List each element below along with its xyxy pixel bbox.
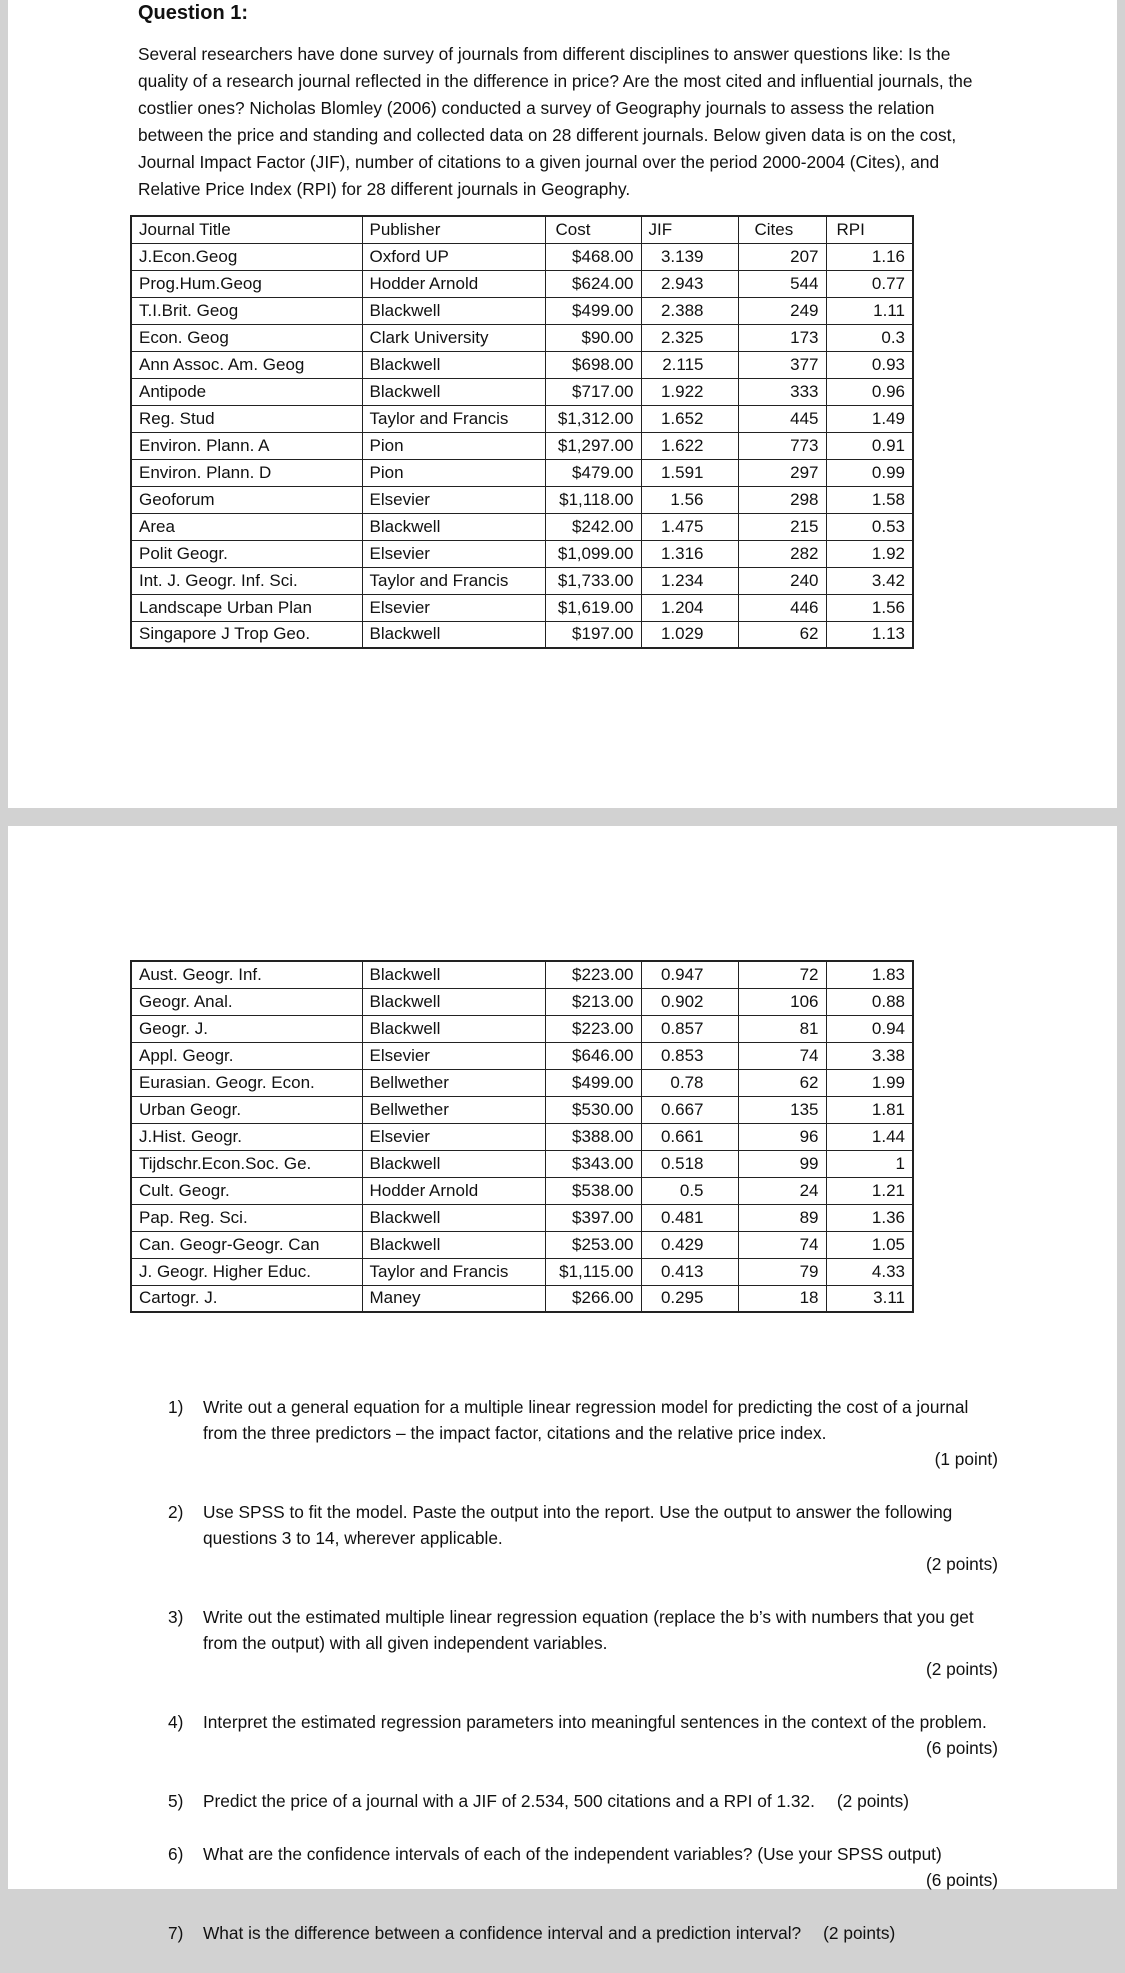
cites-cell: 249: [738, 297, 826, 324]
journal-title-cell: Environ. Plann. A: [131, 432, 362, 459]
jif-cell: 0.5: [641, 1177, 738, 1204]
question-item: [168, 1499, 998, 1577]
question-text: Predict the price of a journal with a JIF of 2.534, 500 citations and a RPI of 1.32.: [203, 1791, 815, 1811]
cost-cell: $698.00: [545, 351, 641, 378]
question-item: [168, 1920, 998, 1946]
cites-cell: 446: [738, 594, 826, 621]
table-row: [131, 621, 913, 648]
table-row: [131, 1204, 913, 1231]
rpi-cell: 3.38: [826, 1042, 913, 1069]
journal-title-cell: Geogr. J.: [131, 1015, 362, 1042]
jif-cell: 0.853: [641, 1042, 738, 1069]
cost-cell: $388.00: [545, 1123, 641, 1150]
table-row: [131, 1096, 913, 1123]
table-row: [131, 1150, 913, 1177]
question-points: (1 point): [934, 1449, 998, 1469]
rpi-cell: 0.96: [826, 378, 913, 405]
jif-cell: 0.481: [641, 1204, 738, 1231]
rpi-cell: 0.77: [826, 270, 913, 297]
publisher-cell: Elsevier: [362, 540, 545, 567]
table-row: [131, 1015, 913, 1042]
jif-cell: 0.518: [641, 1150, 738, 1177]
cites-cell: 81: [738, 1015, 826, 1042]
rpi-cell: 1.56: [826, 594, 913, 621]
cost-cell: $223.00: [545, 1015, 641, 1042]
table-row: [131, 961, 913, 988]
cites-cell: 62: [738, 621, 826, 648]
question-points: (2 points): [925, 1659, 998, 1679]
publisher-cell: Oxford UP: [362, 243, 545, 270]
publisher-cell: Elsevier: [362, 1042, 545, 1069]
publisher-cell: Pion: [362, 459, 545, 486]
jif-cell: 1.922: [641, 378, 738, 405]
jif-cell: 1.652: [641, 405, 738, 432]
publisher-cell: Hodder Arnold: [362, 270, 545, 297]
column-header: Cites: [738, 216, 826, 243]
publisher-cell: Blackwell: [362, 351, 545, 378]
cites-cell: 74: [738, 1231, 826, 1258]
journal-title-cell: Tijdschr.Econ.Soc. Ge.: [131, 1150, 362, 1177]
question-number: 6): [168, 1844, 184, 1864]
table-row: [131, 1042, 913, 1069]
intro-paragraph: Several researchers have done survey of journals from different disciplines to answer questions like: Is the quality of a research journal reflected in the difference in price? Are the most cited and influential journals, the costlier ones? Nicholas Blomley (2006) conducted a survey of Geography journals to assess the relation between the price and standing and collected data on 28 different journals. Below given data is on the cost, Journal Impact Factor (JIF), number of citations to a given journal over the period 2000-2004 (Cites), and Relative Price Index (RPI) for 28 different journals in Geography.: [138, 44, 973, 199]
question-text: What is the difference between a confidence interval and a prediction interval?: [203, 1923, 802, 1943]
journal-title-cell: Eurasian. Geogr. Econ.: [131, 1069, 362, 1096]
publisher-cell: Blackwell: [362, 378, 545, 405]
cost-cell: $717.00: [545, 378, 641, 405]
question-text: Write out a general equation for a multiple linear regression model for predicting the cost of a journal from the three predictors – the impact factor, citations and the relative price index.: [203, 1397, 969, 1443]
journal-title-cell: Can. Geogr-Geogr. Can: [131, 1231, 362, 1258]
jif-cell: 2.388: [641, 297, 738, 324]
cites-cell: 215: [738, 513, 826, 540]
question-item: [168, 1709, 998, 1761]
rpi-cell: 1.05: [826, 1231, 913, 1258]
table-row: [131, 297, 913, 324]
jif-cell: 1.234: [641, 567, 738, 594]
question-text: Write out the estimated multiple linear regression equation (replace the b’s with numbers that you get from the output) with all given independent variables.: [203, 1607, 974, 1653]
jif-cell: 0.667: [641, 1096, 738, 1123]
question-title: Question 1:: [138, 2, 249, 24]
publisher-cell: Clark University: [362, 324, 545, 351]
table-row: [131, 243, 913, 270]
question-number: 5): [168, 1791, 184, 1811]
cost-cell: $538.00: [545, 1177, 641, 1204]
rpi-cell: 1.16: [826, 243, 913, 270]
cost-cell: $242.00: [545, 513, 641, 540]
rpi-cell: 1: [826, 1150, 913, 1177]
question-text: Use SPSS to fit the model. Paste the output into the report. Use the output to answer the following questions 3 to 14, wherever applicable.: [203, 1502, 953, 1548]
question-points: (2 points): [925, 1554, 998, 1574]
table-row: [131, 513, 913, 540]
journal-title-cell: Cartogr. J.: [131, 1285, 362, 1312]
rpi-cell: 0.88: [826, 988, 913, 1015]
table-row: [131, 324, 913, 351]
question-text: Interpret the estimated regression parameters into meaningful sentences in the context of the problem.: [203, 1712, 987, 1732]
column-header: JIF: [641, 216, 738, 243]
cost-cell: $213.00: [545, 988, 641, 1015]
publisher-cell: Blackwell: [362, 513, 545, 540]
cost-cell: $1,312.00: [545, 405, 641, 432]
journal-title-cell: J. Geogr. Higher Educ.: [131, 1258, 362, 1285]
publisher-cell: Hodder Arnold: [362, 1177, 545, 1204]
rpi-cell: 3.42: [826, 567, 913, 594]
cost-cell: $468.00: [545, 243, 641, 270]
jif-cell: 0.947: [641, 961, 738, 988]
column-header: Cost: [545, 216, 641, 243]
cites-cell: 74: [738, 1042, 826, 1069]
question-points: (2 points): [836, 1791, 909, 1811]
jif-cell: 0.857: [641, 1015, 738, 1042]
cost-cell: $530.00: [545, 1096, 641, 1123]
question-item: [168, 1394, 998, 1472]
rpi-cell: 1.21: [826, 1177, 913, 1204]
question-text: What are the confidence intervals of each of the independent variables? (Use your SPSS output): [203, 1844, 942, 1864]
publisher-cell: Blackwell: [362, 1204, 545, 1231]
question-list: [168, 1394, 998, 1973]
publisher-cell: Blackwell: [362, 961, 545, 988]
cites-cell: 377: [738, 351, 826, 378]
question-item: [168, 1841, 998, 1893]
cites-cell: 135: [738, 1096, 826, 1123]
rpi-cell: 1.13: [826, 621, 913, 648]
question-number: 1): [168, 1397, 184, 1417]
table-row: [131, 351, 913, 378]
cites-cell: 24: [738, 1177, 826, 1204]
table-row: [131, 270, 913, 297]
rpi-cell: 0.93: [826, 351, 913, 378]
cites-cell: 445: [738, 405, 826, 432]
rpi-cell: 1.11: [826, 297, 913, 324]
cost-cell: $1,619.00: [545, 594, 641, 621]
rpi-cell: 0.94: [826, 1015, 913, 1042]
jif-cell: 1.622: [641, 432, 738, 459]
cost-cell: $1,099.00: [545, 540, 641, 567]
jif-cell: 0.413: [641, 1258, 738, 1285]
table-row: [131, 988, 913, 1015]
rpi-cell: 3.11: [826, 1285, 913, 1312]
cites-cell: 297: [738, 459, 826, 486]
publisher-cell: Elsevier: [362, 486, 545, 513]
table-row: [131, 486, 913, 513]
publisher-cell: Elsevier: [362, 1123, 545, 1150]
journal-title-cell: J.Econ.Geog: [131, 243, 362, 270]
cites-cell: 96: [738, 1123, 826, 1150]
jif-cell: 1.475: [641, 513, 738, 540]
rpi-cell: 1.92: [826, 540, 913, 567]
journal-title-cell: Cult. Geogr.: [131, 1177, 362, 1204]
journal-title-cell: Pap. Reg. Sci.: [131, 1204, 362, 1231]
question-item: [168, 1788, 998, 1814]
journal-title-cell: Int. J. Geogr. Inf. Sci.: [131, 567, 362, 594]
jif-cell: 0.295: [641, 1285, 738, 1312]
cites-cell: 79: [738, 1258, 826, 1285]
publisher-cell: Blackwell: [362, 621, 545, 648]
cites-cell: 62: [738, 1069, 826, 1096]
column-header: Journal Title: [131, 216, 362, 243]
publisher-cell: Blackwell: [362, 297, 545, 324]
journal-title-cell: Singapore J Trop Geo.: [131, 621, 362, 648]
table-header-row: [131, 216, 913, 243]
jif-cell: 1.56: [641, 486, 738, 513]
cost-cell: $646.00: [545, 1042, 641, 1069]
table-row: [131, 1123, 913, 1150]
cites-cell: 18: [738, 1285, 826, 1312]
table-row: [131, 378, 913, 405]
table-row: [131, 432, 913, 459]
rpi-cell: 4.33: [826, 1258, 913, 1285]
table-row: [131, 1069, 913, 1096]
jif-cell: 0.661: [641, 1123, 738, 1150]
journal-table-part-1: [130, 215, 914, 649]
question-points: (6 points): [925, 1870, 998, 1890]
journal-title-cell: T.I.Brit. Geog: [131, 297, 362, 324]
journal-title-cell: Econ. Geog: [131, 324, 362, 351]
table-row: [131, 540, 913, 567]
cost-cell: $223.00: [545, 961, 641, 988]
cost-cell: $1,733.00: [545, 567, 641, 594]
publisher-cell: Taylor and Francis: [362, 567, 545, 594]
jif-cell: 1.591: [641, 459, 738, 486]
journal-title-cell: Reg. Stud: [131, 405, 362, 432]
cites-cell: 544: [738, 270, 826, 297]
journal-title-cell: Aust. Geogr. Inf.: [131, 961, 362, 988]
question-number: 3): [168, 1607, 184, 1627]
publisher-cell: Blackwell: [362, 1150, 545, 1177]
cost-cell: $499.00: [545, 1069, 641, 1096]
jif-cell: 2.943: [641, 270, 738, 297]
journal-title-cell: Antipode: [131, 378, 362, 405]
rpi-cell: 1.83: [826, 961, 913, 988]
publisher-cell: Bellwether: [362, 1096, 545, 1123]
jif-cell: 0.902: [641, 988, 738, 1015]
cost-cell: $343.00: [545, 1150, 641, 1177]
cost-cell: $397.00: [545, 1204, 641, 1231]
publisher-cell: Elsevier: [362, 594, 545, 621]
cites-cell: 207: [738, 243, 826, 270]
cites-cell: 773: [738, 432, 826, 459]
cites-cell: 106: [738, 988, 826, 1015]
cites-cell: 173: [738, 324, 826, 351]
journal-title-cell: Landscape Urban Plan: [131, 594, 362, 621]
journal-title-cell: Geogr. Anal.: [131, 988, 362, 1015]
journal-table-part-2: [130, 960, 914, 1313]
rpi-cell: 1.49: [826, 405, 913, 432]
column-header: Publisher: [362, 216, 545, 243]
cites-cell: 72: [738, 961, 826, 988]
rpi-cell: 0.3: [826, 324, 913, 351]
publisher-cell: Blackwell: [362, 1015, 545, 1042]
table-row: [131, 594, 913, 621]
jif-cell: 2.325: [641, 324, 738, 351]
table-row: [131, 405, 913, 432]
question-number: 4): [168, 1712, 184, 1732]
table-row: [131, 1177, 913, 1204]
question-item: [168, 1604, 998, 1682]
journal-title-cell: Ann Assoc. Am. Geog: [131, 351, 362, 378]
journal-title-cell: Area: [131, 513, 362, 540]
cites-cell: 89: [738, 1204, 826, 1231]
cost-cell: $624.00: [545, 270, 641, 297]
jif-cell: 2.115: [641, 351, 738, 378]
cost-cell: $253.00: [545, 1231, 641, 1258]
publisher-cell: Maney: [362, 1285, 545, 1312]
cites-cell: 99: [738, 1150, 826, 1177]
rpi-cell: 0.99: [826, 459, 913, 486]
cost-cell: $90.00: [545, 324, 641, 351]
rpi-cell: 1.81: [826, 1096, 913, 1123]
publisher-cell: Taylor and Francis: [362, 1258, 545, 1285]
jif-cell: 1.029: [641, 621, 738, 648]
journal-title-cell: Geoforum: [131, 486, 362, 513]
cites-cell: 282: [738, 540, 826, 567]
table-row: [131, 1258, 913, 1285]
question-number: 7): [168, 1923, 184, 1943]
jif-cell: 1.204: [641, 594, 738, 621]
journal-title-cell: Environ. Plann. D: [131, 459, 362, 486]
jif-cell: 0.429: [641, 1231, 738, 1258]
cost-cell: $1,118.00: [545, 486, 641, 513]
jif-cell: 0.78: [641, 1069, 738, 1096]
rpi-cell: 1.44: [826, 1123, 913, 1150]
rpi-cell: 1.36: [826, 1204, 913, 1231]
cost-cell: $1,297.00: [545, 432, 641, 459]
rpi-cell: 0.53: [826, 513, 913, 540]
cost-cell: $479.00: [545, 459, 641, 486]
journal-title-cell: J.Hist. Geogr.: [131, 1123, 362, 1150]
question-points: (6 points): [925, 1738, 998, 1758]
table-row: [131, 459, 913, 486]
cites-cell: 298: [738, 486, 826, 513]
table-row: [131, 567, 913, 594]
jif-cell: 3.139: [641, 243, 738, 270]
cites-cell: 240: [738, 567, 826, 594]
table-row: [131, 1285, 913, 1312]
cost-cell: $499.00: [545, 297, 641, 324]
journal-title-cell: Polit Geogr.: [131, 540, 362, 567]
rpi-cell: 1.99: [826, 1069, 913, 1096]
publisher-cell: Pion: [362, 432, 545, 459]
question-points: (2 points): [823, 1923, 896, 1943]
cost-cell: $266.00: [545, 1285, 641, 1312]
column-header: RPI: [826, 216, 913, 243]
table-row: [131, 1231, 913, 1258]
cost-cell: $197.00: [545, 621, 641, 648]
publisher-cell: Bellwether: [362, 1069, 545, 1096]
publisher-cell: Blackwell: [362, 1231, 545, 1258]
publisher-cell: Taylor and Francis: [362, 405, 545, 432]
cost-cell: $1,115.00: [545, 1258, 641, 1285]
rpi-cell: 1.58: [826, 486, 913, 513]
cites-cell: 333: [738, 378, 826, 405]
rpi-cell: 0.91: [826, 432, 913, 459]
journal-title-cell: Prog.Hum.Geog: [131, 270, 362, 297]
journal-title-cell: Urban Geogr.: [131, 1096, 362, 1123]
publisher-cell: Blackwell: [362, 988, 545, 1015]
jif-cell: 1.316: [641, 540, 738, 567]
journal-title-cell: Appl. Geogr.: [131, 1042, 362, 1069]
question-number: 2): [168, 1502, 184, 1522]
